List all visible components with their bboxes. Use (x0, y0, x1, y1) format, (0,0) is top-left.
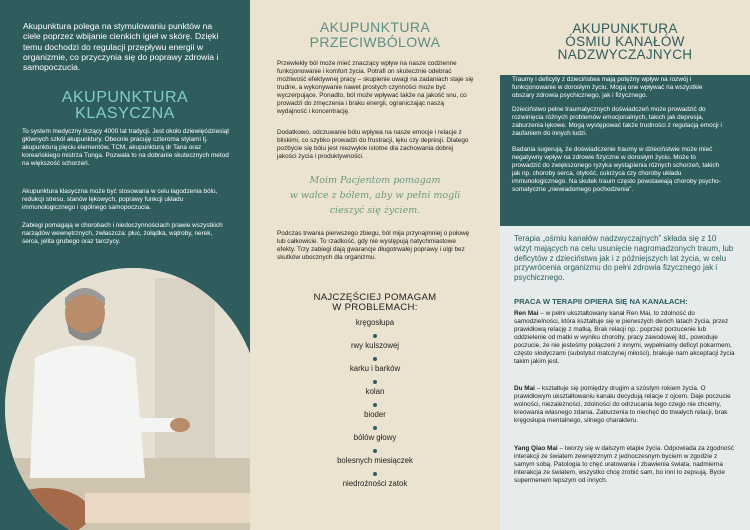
bullet-dot-icon (373, 357, 377, 361)
channels-para-1: Traumy i deficyty z dzieciństwa mają potężny wpływ na rozwój i funkcjonowanie w dorosłym życiu. Mogą one wpływać na wszystkie obszary zdrowia psychicznego, jak i fizycznego. (512, 76, 703, 99)
classical-para-2: Akupunktura klasyczna może być stosowana w celu łagodzenia bólu, redukcji stresu, stanów lękowych, poprawy funkcji układu immunologicznego i ogólnego samopoczucia. (22, 188, 218, 211)
bullet-dot-icon (373, 334, 377, 338)
bullet-dot-icon (373, 449, 377, 453)
therapy-lead: Terapia „ośmiu kanałów nadzwyczajnych” składa się z 10 wizyt mających na celu usunięcie nagromadzonych traum, lub deficytów z dzieciństwa jak i z późniejszych lat życia, w celu przywrócenia organizmu do pełni zdrowia fizycznego jak i psychicznego. (514, 234, 734, 283)
pain-heading: AKUPUNKTURA PRZECIWBÓLOWA (309, 19, 441, 50)
problems-list (250, 318, 500, 489)
pain-para-3: Podczas trwania pierwszego zbiegu, ból mija przynajmniej o połowę lub całkowicie. To rzadkość, gdy nie występują natychmiastowe efekty. Trzy zabiegi dają gwarancje długotrwałej poprawy i ulgi bez skutków ubocznych dla organizmu. (277, 230, 470, 261)
problem-item: bolesnych miesiączek (337, 456, 413, 465)
channel-yang-qiao-mai: Yang Qiao Mai – tworzy się w dalszym etapie życia. Odpowiada za zgodność interakcji ze światem zewnętrznym z jednoczesnym byciem w zgodzie z samym sobą. Patologia to chęć uratowania i zbawienia świata, nadmierna interakcja ze światem, wszystko chcę zrobić sam, bo inni to zepsują. Bycie supermenem lepszym od innych. (514, 445, 734, 484)
panel-eight-channels (500, 0, 750, 530)
channels-top-card (500, 0, 750, 75)
acupuncturist-photo (5, 268, 250, 530)
classical-para-3: Zabiegi pomagają w chorobach i niedoczynnościach prawie wszystkich narządów wewnętrznych, zwłaszcza: płuc, żołądka, wątroby, nerek, serca, jelita grubego oraz tarczycy. (22, 222, 223, 245)
channels-heading: AKUPUNKTURA ÓSMIU KANAŁÓW NADZWYCZAJNYCH (557, 21, 693, 62)
bullet-dot-icon (373, 426, 377, 430)
channel-du-mai: Du Mai – kształtuje się pomiędzy drugim a szóstym rokiem życia. O prawidłowym ukształtowaniu kanału decydują relacje z ojcem. Daje poczucie wolności, niezależności, zdolności do odrzucania tego czego nie chcemy, kreowania własnego zdania. Zaburzenia to niechęć do trwałych relacji, brak kręgosłupa mentalnego, silnego charakteru. (514, 385, 731, 424)
classical-para-1: To system medyczny liczący 4000 lat tradycji. Jest około dziewięćdziesiąt głównych szkół akupunktury. Obecnie pracuję czteroma stylami tj. akupunkturą pięciu elementów, TCM, akupunkturą dr Tana oraz koreańskiego mistrza Tunga. Pozwala to na dobranie skutecznych metod na większość schorzeń. (22, 128, 230, 167)
bullet-dot-icon (373, 380, 377, 384)
channels-para-2: Dzieciństwo pełne traumatycznych doświadczeń może prowadzić do rozwinięcia różnych problemów emocjonalnych, takich jak depresja, zaburzenia lękowe. Mogą występować także trudności z regulacją emocji i zaufaniem do innych ludzi. (512, 106, 722, 137)
work-heading: PRACA W TERAPII OPIERA SIĘ NA KANAŁACH: (514, 297, 688, 306)
bullet-dot-icon (373, 472, 377, 476)
classical-heading: AKUPUNKTURA KLASYCZNA (61, 89, 189, 122)
problem-item: bólów głowy (353, 433, 397, 442)
problem-item: karku i barków (349, 364, 401, 373)
problem-item: niedrożności zatok (342, 479, 408, 488)
problems-heading: NAJCZĘŚCIEJ POMAGAM W PROBLEMACH: (313, 292, 437, 313)
pain-para-2: Dodatkowo, odczuwanie bólu wpływa na nasze emocje i relacje z bliskimi, co szybko prowadzi do frustracji, lęku czy depresji. Dlatego pozbycie się bólu jest niezwykle istotne dla zachowania dobrej jakości życia i produktywności. (277, 129, 469, 160)
bullet-dot-icon (373, 403, 377, 407)
problem-item: bioder (364, 410, 386, 419)
intro-text: Akupunktura polega na stymulowaniu punktów na ciele poprzez wbijanie cienkich igieł w skórę. Dzięki temu dochodzi do regulacji przepływu energii w organizmie, co przyczynia się do poprawy zdrowia i samopoczucia. (23, 21, 219, 73)
panel-pain (250, 0, 500, 530)
quote: Moim Pacjentom pomagam w walce z bólem, aby w pełni mogli cieszyć się życiem. (289, 175, 461, 216)
problem-item: kręgosłupa (355, 318, 395, 327)
panel-classical (0, 0, 250, 530)
channel-ren-mai: Ren Mai – w pełni ukształtowany kanał Ren Mai, to zdolność do samodzielności, która kształtuje się w pierwszych dwóch latach życia, przez prawidłową relację z matką. Brak relacji np.: poprzez porzucenie lub oddzielenie od matki w wyniku choroby, pracy zawodowej itd., powoduje poczucie, że nie jesteśmy połączeni z innymi, wypełniamy deficyt pokarmem, często słodyczami (substytut matczynej miłości), brakuje nam akceptacji życia takim jakim jest. (514, 310, 735, 365)
problem-item: rwy kulszowej (350, 341, 400, 350)
problem-item: kolan (365, 387, 385, 396)
channels-para-3: Badania sugerują, że doświadczenie traumy w dzieciństwie może mieć negatywny wpływ na zdrowie fizyczne w dorosłym życiu. Może to prowadzić do zwiększonego ryzyka wystąpienia różnych schorzeń, takich jak np. choroby serca, otyłość, cukrzyca czy choroby układu immunologicznego. Na skutek traum często powstawiają choroby psycho-somatyczne „niewiadomego pochodzenia”. (512, 146, 721, 193)
pain-para-1: Przewlekły ból może mieć znaczący wpływ na nasze codzienne funkcjonowanie i komfort życia. Potrafi on skutecznie odebrać możliwość efektywnej pracy – skupienie uwagi na zadaniach staje się trudne, a wykonywanie nawet prostych czynności może być wyczerpujące. Ponadto, ból może wpływać także na jakość snu, co prowadzi do zmęczenia i braku energii, ograniczając naszą wydajność i koncentrację. (277, 60, 474, 115)
